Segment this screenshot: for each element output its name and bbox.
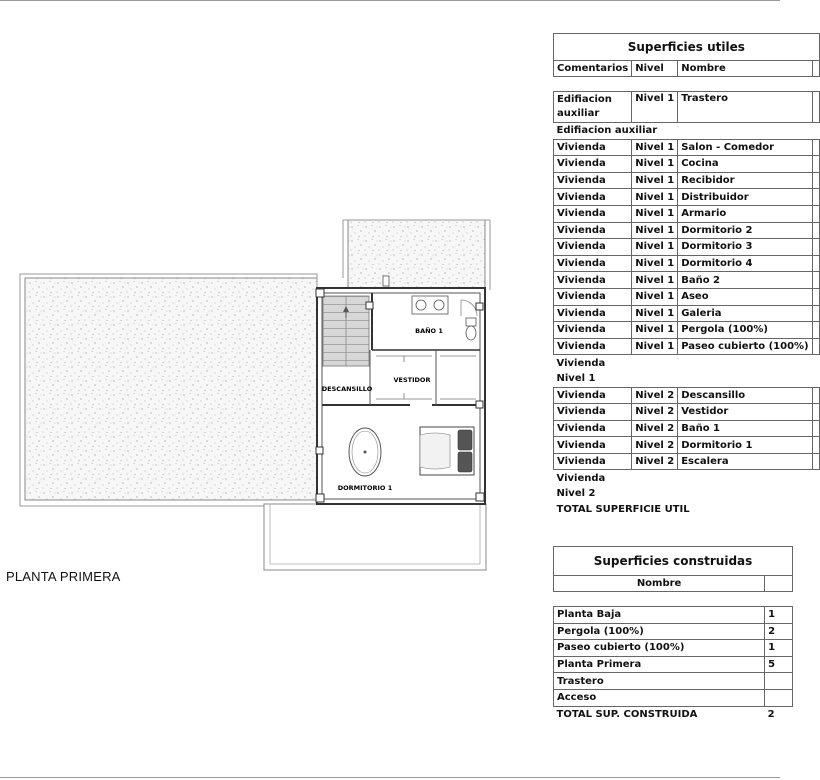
cell: Salon - Comedor [678,139,812,156]
cell [812,453,819,470]
table-row [554,288,820,305]
cell: Vivienda [554,305,632,322]
cell: Nivel 1 [632,338,678,355]
table-row [554,92,820,123]
table-superficies-construidas [553,546,793,722]
cell [765,673,793,690]
cell [812,387,819,404]
cell: Vivienda [554,189,632,206]
table-row [554,453,820,470]
cell: Pergola (100%) [554,623,765,640]
table-row [554,404,820,421]
total-label: TOTAL SUP. CONSTRUIDA [556,708,698,720]
table-title: Superficies utiles [554,34,820,61]
cell: Nivel 1 [632,255,678,272]
table-row [554,255,820,272]
cell: Vivienda [554,205,632,222]
cell: Nivel 1 [632,205,678,222]
table-superficies-utiles [553,33,820,517]
table-row [554,656,793,673]
cell: Nivel 1 [632,156,678,173]
terrace-left [20,274,317,506]
table-row [554,607,793,624]
cell: Vivienda [554,420,632,437]
table-row [554,437,820,454]
cell [812,437,819,454]
terrace-upper-right [343,220,490,290]
lower-balcony [264,504,486,570]
cell: Vivienda [554,222,632,239]
col-header-nivel: Nivel [632,61,678,77]
cell: Escalera [678,453,812,470]
cell: Paseo cubierto (100%) [678,338,812,355]
table-row [554,222,820,239]
table-row [554,420,820,437]
cell: Vivienda [554,338,632,355]
cell [812,288,819,305]
col-header-area [812,61,819,77]
group-label: Nivel 1 [556,373,596,385]
cell [812,338,819,355]
cell: Vivienda [554,404,632,421]
cell: Dormitorio 3 [678,239,812,256]
room-label-dormitorio: DORMITORIO 1 [337,484,393,492]
cell [812,322,819,339]
table-spacer [554,592,793,607]
room-label-descansillo: DESCANSILLO [321,385,373,393]
cell: Nivel 1 [632,92,678,123]
cell [812,205,819,222]
table-row [554,673,793,690]
cell: Vivienda [554,288,632,305]
cell: Edifiacion auxiliar [554,92,632,123]
table-row [554,338,820,355]
col-header-nombre: Nombre [554,576,765,592]
table-row [554,305,820,322]
cell: Recibidor [678,172,812,189]
cell: 1 [765,607,793,624]
cell: Nivel 1 [632,189,678,206]
cell [812,139,819,156]
cell: Nivel 1 [632,288,678,305]
cell: Trastero [554,673,765,690]
cell: Nivel 2 [632,437,678,454]
cell: Vivienda [554,453,632,470]
cell: Vivienda [554,156,632,173]
table-row [554,640,793,657]
cell: Vestidor [678,404,812,421]
cell [812,305,819,322]
cell: Vivienda [554,139,632,156]
cell: Acceso [554,689,765,706]
cell [812,92,819,123]
table-row [554,189,820,206]
group-label: Vivienda [556,472,606,484]
cell: Dormitorio 2 [678,222,812,239]
table-row [554,322,820,339]
cell [765,689,793,706]
cell: Nivel 1 [632,305,678,322]
cell: Cocina [678,156,812,173]
cell: Dormitorio 4 [678,255,812,272]
cell [812,222,819,239]
cell: Dormitorio 1 [678,437,812,454]
cell: Nivel 2 [632,387,678,404]
total-value: 2 [767,708,775,720]
table-row [554,387,820,404]
cell: Nivel 1 [632,272,678,289]
table-row [554,172,820,189]
cell [812,239,819,256]
cell: Aseo [678,288,812,305]
cell: Vivienda [554,322,632,339]
col-header-area [765,576,793,592]
group-label: Nivel 2 [556,488,596,500]
total-row [554,706,793,722]
cell [812,420,819,437]
cell: Vivienda [554,172,632,189]
table-row [554,689,793,706]
cell: Nivel 2 [632,453,678,470]
cell [812,272,819,289]
cell [812,404,819,421]
cell: Nivel 2 [632,404,678,421]
cell: Vivienda [554,437,632,454]
cell: Vivienda [554,272,632,289]
frame-bottom-line [0,777,780,778]
cell [812,255,819,272]
table-title: Superficies construidas [554,547,793,576]
col-header-nombre: Nombre [678,61,812,77]
cell: Nivel 2 [632,420,678,437]
cell: Armario [678,205,812,222]
cell: Descansillo [678,387,812,404]
cell: Vivienda [554,387,632,404]
table-row [554,623,793,640]
cell: Distribuidor [678,189,812,206]
cell: 1 [765,640,793,657]
cell [812,156,819,173]
cell: Nivel 1 [632,139,678,156]
cell: Nivel 1 [632,322,678,339]
cell: Paseo cubierto (100%) [554,640,765,657]
cell: Nivel 1 [632,222,678,239]
cell: Planta Baja [554,607,765,624]
cell: Baño 1 [678,420,812,437]
room-label-bano: BAÑO 1 [415,327,443,335]
cell: Nivel 1 [632,239,678,256]
cell: Galeria [678,305,812,322]
table-row [554,156,820,173]
table-spacer [554,77,820,92]
group-label: Vivienda [556,357,606,369]
cell [812,172,819,189]
cell: Planta Primera [554,656,765,673]
cell: Baño 2 [678,272,812,289]
cell: 5 [765,656,793,673]
total-label: TOTAL SUPERFICIE UTIL [556,503,690,515]
table-row [554,139,820,156]
table-row [554,239,820,256]
cell: Pergola (100%) [678,322,812,339]
room-label-vestidor: VESTIDOR [393,376,431,384]
cell: Vivienda [554,239,632,256]
cell: Nivel 1 [632,172,678,189]
table-row [554,205,820,222]
cell: 2 [765,623,793,640]
table-row [554,272,820,289]
plan-title: PLANTA PRIMERA [6,569,121,584]
cell [812,189,819,206]
col-header-comentarios: Comentarios [554,61,632,77]
cell: Vivienda [554,255,632,272]
group-label: Edifiacion auxiliar [556,125,658,137]
cell: Trastero [678,92,812,123]
